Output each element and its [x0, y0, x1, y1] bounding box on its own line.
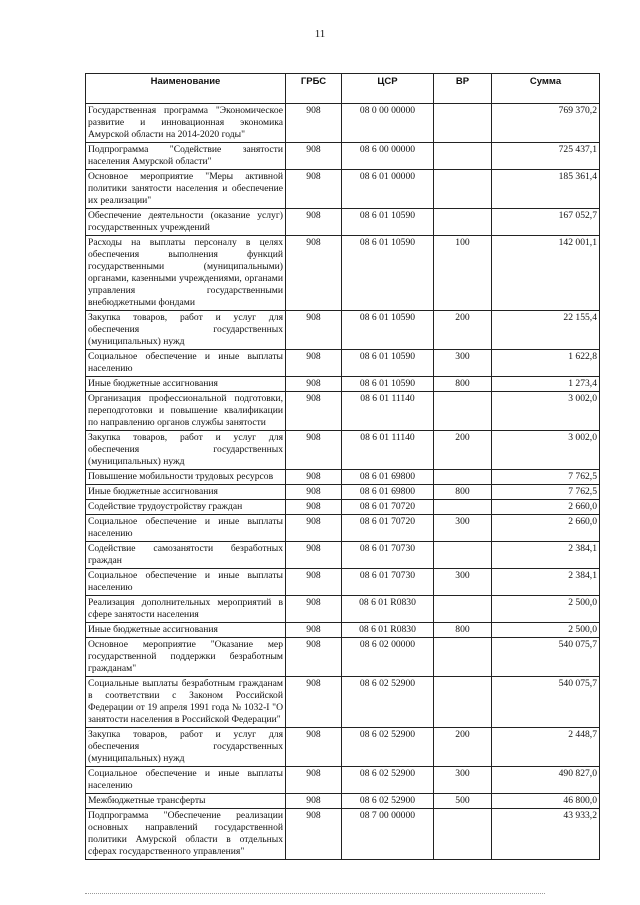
table-row [86, 515, 600, 542]
row-csr-cell: 08 6 01 10590 [342, 209, 434, 236]
row-grbs-cell: 908 [286, 377, 342, 392]
column-header-csr: ЦСР [342, 74, 434, 104]
row-name-cell: Подпрограмма "Содействие занятости населения Амурской области" [86, 143, 286, 170]
row-csr-cell: 08 7 00 00000 [342, 809, 434, 860]
row-csr-cell: 08 6 01 10590 [342, 311, 434, 350]
row-name-cell: Социальное обеспечение и иные выплаты населению [86, 767, 286, 794]
row-sum-cell: 540 075,7 [492, 677, 600, 728]
row-grbs-cell: 908 [286, 677, 342, 728]
table-row [86, 767, 600, 794]
row-sum-cell: 3 002,0 [492, 431, 600, 470]
row-csr-cell: 08 6 01 R0830 [342, 623, 434, 638]
row-csr-cell: 08 6 02 52900 [342, 794, 434, 809]
row-sum-cell: 185 361,4 [492, 170, 600, 209]
row-vr-cell: 800 [434, 485, 492, 500]
row-sum-cell: 3 002,0 [492, 392, 600, 431]
row-name-cell: Межбюджетные трансферты [86, 794, 286, 809]
row-sum-cell: 2 500,0 [492, 596, 600, 623]
row-sum-cell: 2 448,7 [492, 728, 600, 767]
row-grbs-cell: 908 [286, 542, 342, 569]
table-row [86, 728, 600, 767]
page-number: 11 [314, 28, 326, 40]
row-grbs-cell: 908 [286, 500, 342, 515]
row-vr-cell: 300 [434, 767, 492, 794]
row-csr-cell: 08 6 01 00000 [342, 170, 434, 209]
table-row [86, 104, 600, 143]
row-csr-cell: 08 0 00 00000 [342, 104, 434, 143]
row-csr-cell: 08 6 01 70720 [342, 500, 434, 515]
row-vr-cell [434, 143, 492, 170]
table-row [86, 143, 600, 170]
row-grbs-cell: 908 [286, 728, 342, 767]
row-sum-cell: 490 827,0 [492, 767, 600, 794]
row-name-cell: Повышение мобильности трудовых ресурсов [86, 470, 286, 485]
row-grbs-cell: 908 [286, 236, 342, 311]
row-csr-cell: 08 6 01 10590 [342, 377, 434, 392]
row-csr-cell: 08 6 02 00000 [342, 638, 434, 677]
row-grbs-cell: 908 [286, 104, 342, 143]
row-vr-cell [434, 392, 492, 431]
row-name-cell: Закупка товаров, работ и услуг для обеспечения государственных (муниципальных) нужд [86, 728, 286, 767]
row-grbs-cell: 908 [286, 809, 342, 860]
table-row [86, 311, 600, 350]
row-name-cell: Содействие трудоустройству граждан [86, 500, 286, 515]
table-row [86, 677, 600, 728]
row-vr-cell [434, 104, 492, 143]
row-name-cell: Закупка товаров, работ и услуг для обеспечения государственных (муниципальных) нужд [86, 431, 286, 470]
row-name-cell: Содействие самозанятости безработных граждан [86, 542, 286, 569]
table-row [86, 431, 600, 470]
row-name-cell: Подпрограмма "Обеспечение реализации основных направлений государственной политики Амурской области в отдельных сферах государственного управления" [86, 809, 286, 860]
row-csr-cell: 08 6 01 70730 [342, 542, 434, 569]
row-vr-cell: 200 [434, 431, 492, 470]
column-header-sum: Сумма [492, 74, 600, 104]
row-sum-cell: 725 437,1 [492, 143, 600, 170]
row-vr-cell: 300 [434, 515, 492, 542]
row-sum-cell: 2 660,0 [492, 500, 600, 515]
table-row [86, 236, 600, 311]
row-sum-cell: 2 500,0 [492, 623, 600, 638]
table-header-row [86, 74, 600, 104]
row-vr-cell: 300 [434, 569, 492, 596]
row-grbs-cell: 908 [286, 515, 342, 542]
row-name-cell: Обеспечение деятельности (оказание услуг) государственных учреждений [86, 209, 286, 236]
table-row [86, 794, 600, 809]
row-sum-cell: 2 660,0 [492, 515, 600, 542]
row-name-cell: Основное мероприятие "Оказание мер государственной поддержки безработным гражданам" [86, 638, 286, 677]
table-row [86, 350, 600, 377]
row-name-cell: Иные бюджетные ассигнования [86, 377, 286, 392]
row-sum-cell: 2 384,1 [492, 542, 600, 569]
table-row [86, 485, 600, 500]
row-vr-cell [434, 677, 492, 728]
column-header-vr: ВР [434, 74, 492, 104]
row-grbs-cell: 908 [286, 209, 342, 236]
column-header-name: Наименование [86, 74, 286, 104]
row-csr-cell: 08 6 00 00000 [342, 143, 434, 170]
table-row [86, 392, 600, 431]
row-grbs-cell: 908 [286, 143, 342, 170]
row-name-cell: Закупка товаров, работ и услуг для обеспечения государственных (муниципальных) нужд [86, 311, 286, 350]
row-grbs-cell: 908 [286, 311, 342, 350]
row-vr-cell [434, 209, 492, 236]
table-row [86, 623, 600, 638]
table-row [86, 809, 600, 860]
row-csr-cell: 08 6 01 69800 [342, 485, 434, 500]
row-name-cell: Социальное обеспечение и иные выплаты населению [86, 515, 286, 542]
row-csr-cell: 08 6 02 52900 [342, 677, 434, 728]
row-name-cell: Основное мероприятие "Меры активной политики занятости населения и обеспечение их реализации" [86, 170, 286, 209]
table-row [86, 542, 600, 569]
column-header-grbs: ГРБС [286, 74, 342, 104]
row-sum-cell: 22 155,4 [492, 311, 600, 350]
row-vr-cell [434, 470, 492, 485]
row-sum-cell: 1 273,4 [492, 377, 600, 392]
row-grbs-cell: 908 [286, 638, 342, 677]
table-row [86, 638, 600, 677]
row-sum-cell: 769 370,2 [492, 104, 600, 143]
row-name-cell: Социальные выплаты безработным гражданам в соответствии с Законом Российской Федерации от 19 апреля 1991 года № 1032-I "О занятости населения в Российской Федерации" [86, 677, 286, 728]
budget-table [85, 73, 600, 860]
row-sum-cell: 142 001,1 [492, 236, 600, 311]
table-row [86, 596, 600, 623]
row-name-cell: Социальное обеспечение и иные выплаты населению [86, 569, 286, 596]
row-grbs-cell: 908 [286, 596, 342, 623]
row-csr-cell: 08 6 01 69800 [342, 470, 434, 485]
row-name-cell: Реализация дополнительных мероприятий в сфере занятости населения [86, 596, 286, 623]
row-grbs-cell: 908 [286, 431, 342, 470]
row-name-cell: Расходы на выплаты персоналу в целях обеспечения выполнения функций государственными (муниципальными) органами, казенными учреждениями, органами управления государственными внебюджетными фондами [86, 236, 286, 311]
row-sum-cell: 167 052,7 [492, 209, 600, 236]
row-grbs-cell: 908 [286, 170, 342, 209]
table-row [86, 569, 600, 596]
row-vr-cell: 200 [434, 728, 492, 767]
row-csr-cell: 08 6 01 11140 [342, 431, 434, 470]
table-row [86, 500, 600, 515]
row-name-cell: Организация профессиональной подготовки, переподготовки и повышение квалификации по направлению органов службы занятости [86, 392, 286, 431]
row-vr-cell [434, 809, 492, 860]
row-grbs-cell: 908 [286, 470, 342, 485]
row-csr-cell: 08 6 02 52900 [342, 728, 434, 767]
row-grbs-cell: 908 [286, 485, 342, 500]
table-row [86, 209, 600, 236]
row-csr-cell: 08 6 01 11140 [342, 392, 434, 431]
row-sum-cell: 1 622,8 [492, 350, 600, 377]
row-sum-cell: 7 762,5 [492, 470, 600, 485]
row-csr-cell: 08 6 01 R0830 [342, 596, 434, 623]
row-vr-cell [434, 638, 492, 677]
row-grbs-cell: 908 [286, 569, 342, 596]
table-row [86, 377, 600, 392]
table-body [86, 104, 600, 860]
row-sum-cell: 2 384,1 [492, 569, 600, 596]
row-name-cell: Социальное обеспечение и иные выплаты населению [86, 350, 286, 377]
row-name-cell: Государственная программа "Экономическое развитие и инновационная экономика Амурской области на 2014-2020 годы" [86, 104, 286, 143]
row-vr-cell [434, 542, 492, 569]
row-csr-cell: 08 6 01 70730 [342, 569, 434, 596]
row-vr-cell: 300 [434, 350, 492, 377]
row-sum-cell: 46 800,0 [492, 794, 600, 809]
row-sum-cell: 43 933,2 [492, 809, 600, 860]
row-grbs-cell: 908 [286, 794, 342, 809]
row-csr-cell: 08 6 01 10590 [342, 236, 434, 311]
row-csr-cell: 08 6 01 10590 [342, 350, 434, 377]
scan-artifact-line [85, 893, 545, 896]
row-grbs-cell: 908 [286, 623, 342, 638]
row-grbs-cell: 908 [286, 350, 342, 377]
row-sum-cell: 7 762,5 [492, 485, 600, 500]
table-row [86, 170, 600, 209]
row-sum-cell: 540 075,7 [492, 638, 600, 677]
row-vr-cell [434, 500, 492, 515]
row-csr-cell: 08 6 01 70720 [342, 515, 434, 542]
table-row [86, 470, 600, 485]
row-name-cell: Иные бюджетные ассигнования [86, 623, 286, 638]
row-name-cell: Иные бюджетные ассигнования [86, 485, 286, 500]
row-csr-cell: 08 6 02 52900 [342, 767, 434, 794]
row-vr-cell [434, 170, 492, 209]
row-vr-cell: 800 [434, 623, 492, 638]
row-vr-cell: 500 [434, 794, 492, 809]
row-grbs-cell: 908 [286, 767, 342, 794]
row-vr-cell: 800 [434, 377, 492, 392]
row-vr-cell: 100 [434, 236, 492, 311]
row-vr-cell [434, 596, 492, 623]
row-grbs-cell: 908 [286, 392, 342, 431]
row-vr-cell: 200 [434, 311, 492, 350]
